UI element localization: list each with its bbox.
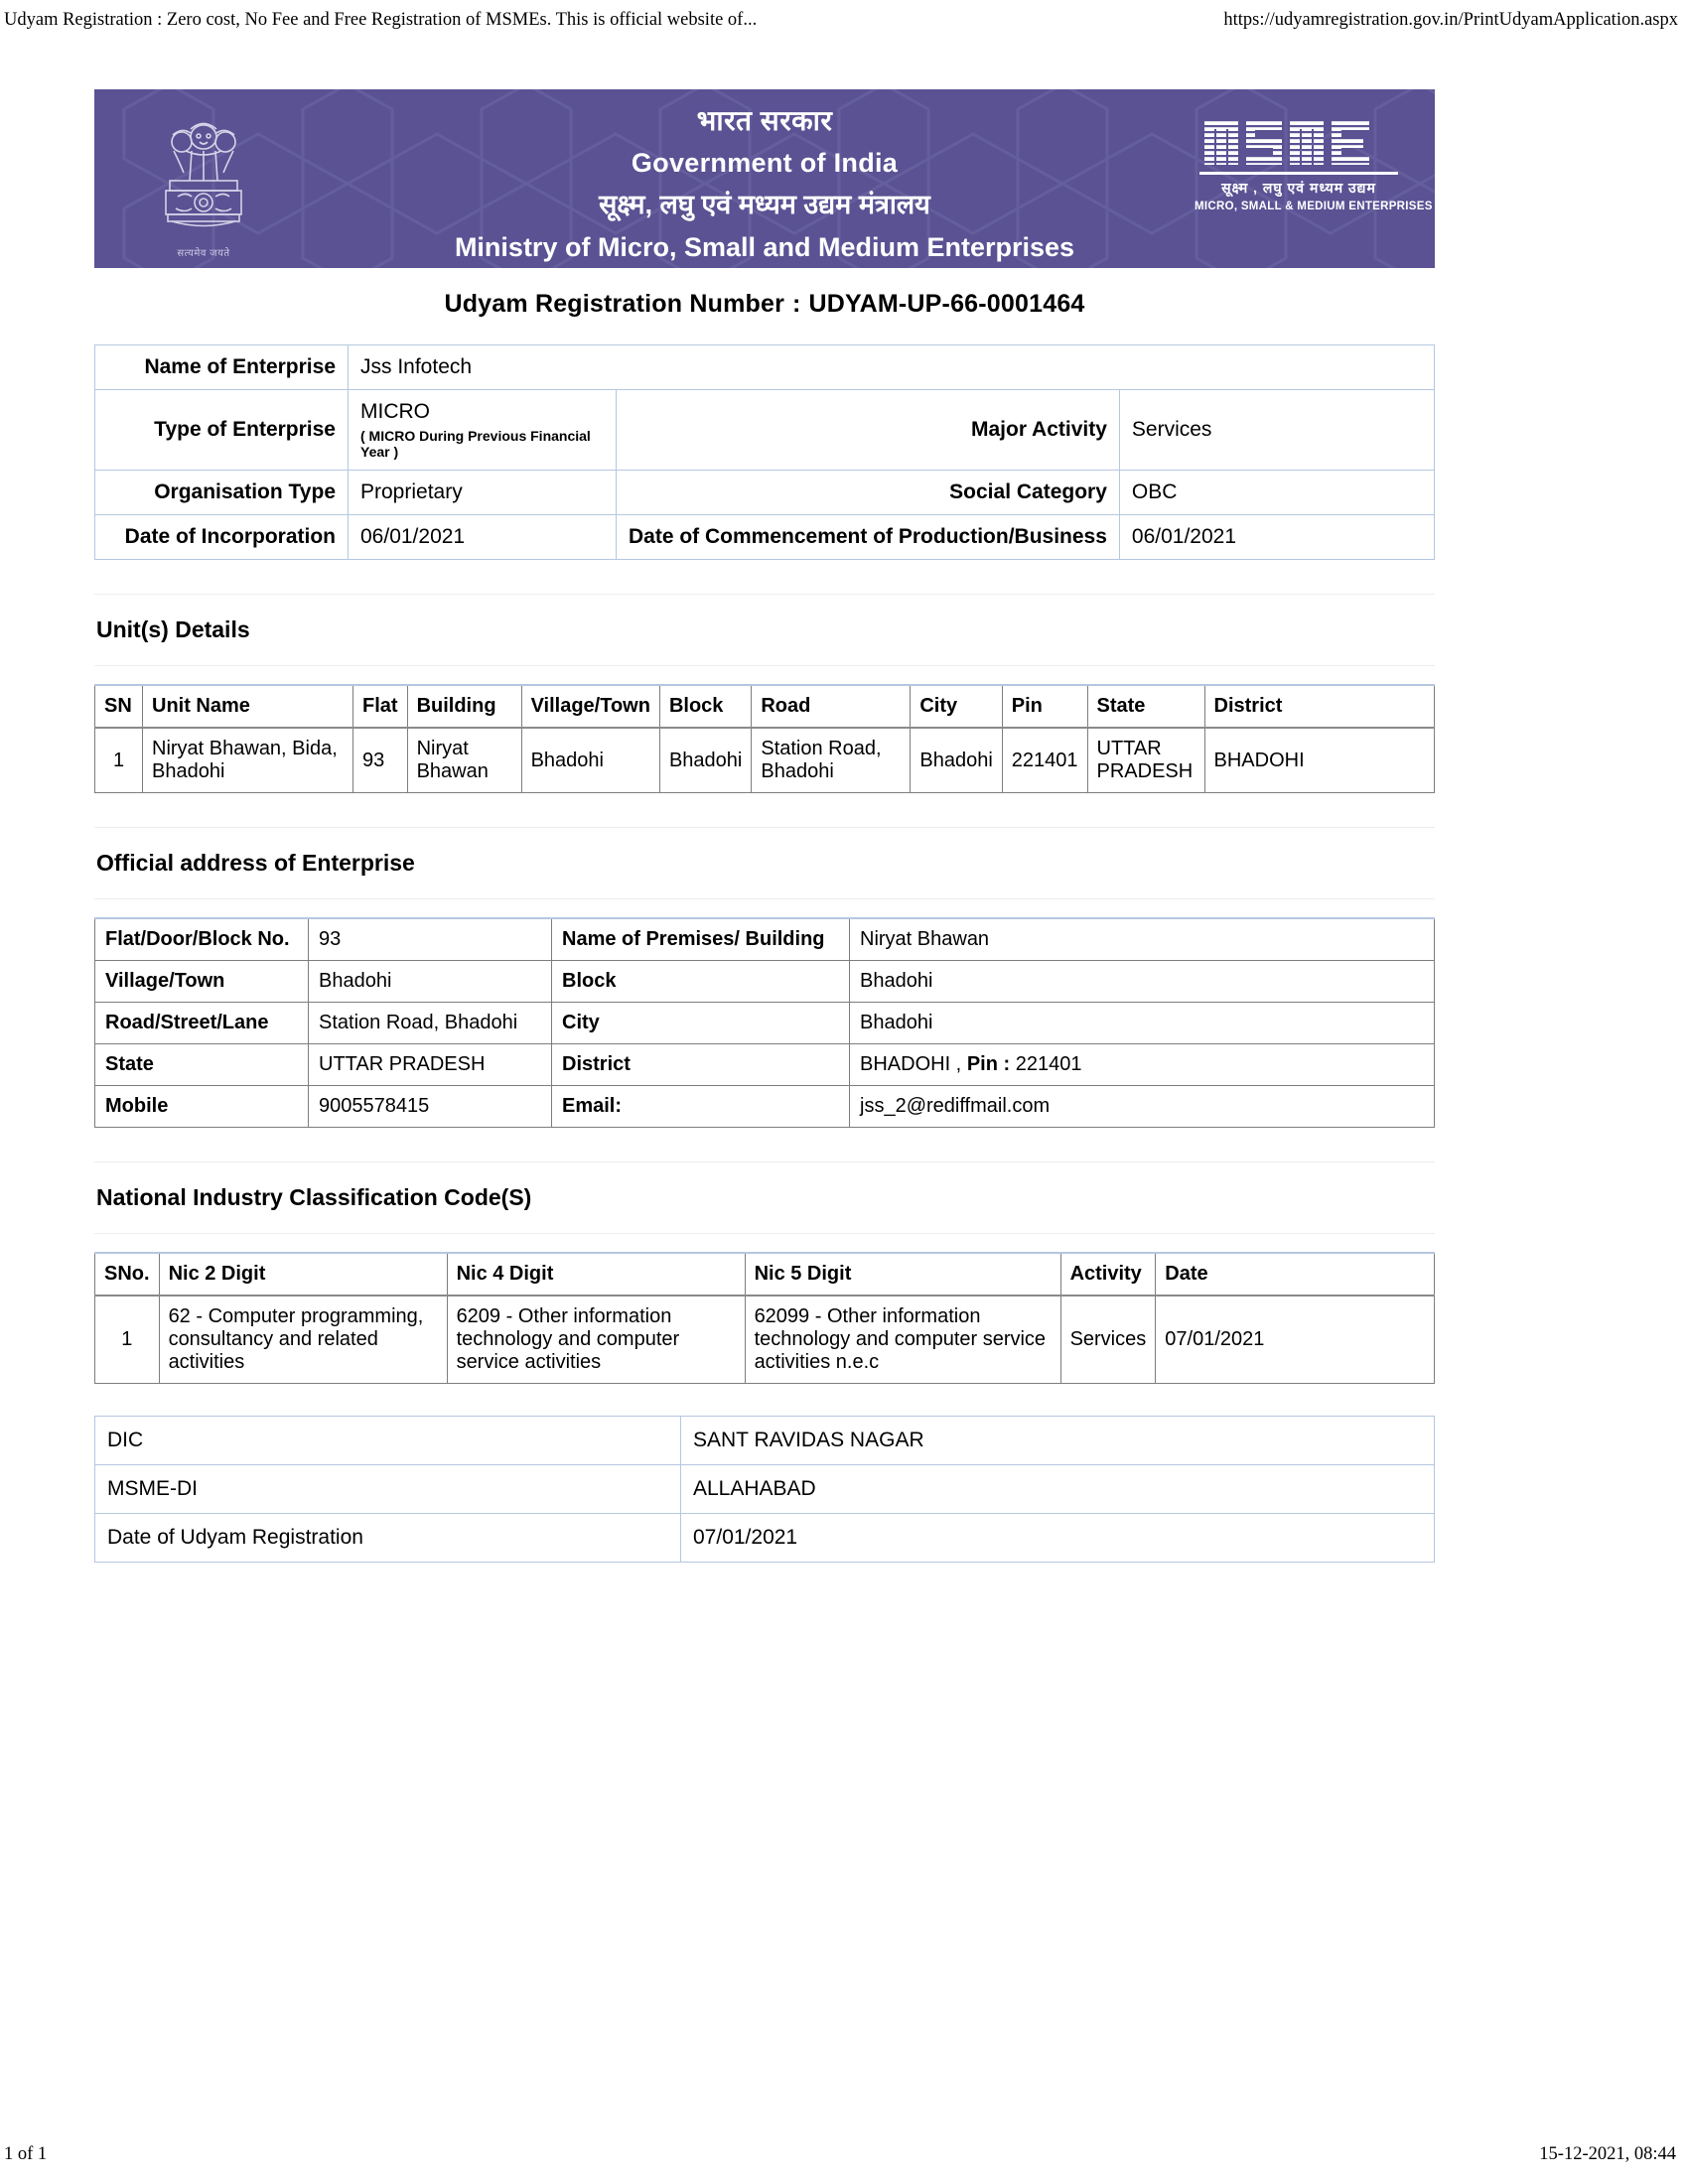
col-unit-village-town: Village/Town	[521, 685, 659, 728]
udyam-registration-number	[94, 290, 1435, 319]
col-unit-road: Road	[752, 685, 911, 728]
cell-unit-state: UTTAR PRADESH	[1087, 728, 1204, 793]
value-date-of-incorporation: 06/01/2021	[349, 515, 617, 560]
cell-nic-activity: Services	[1060, 1296, 1156, 1384]
banner-line-bharat-sarkar: भारत सरकार	[696, 105, 833, 136]
table-row-mobile-email	[95, 1086, 1435, 1128]
col-nic-2-digit: Nic 2 Digit	[159, 1253, 447, 1296]
district-pin-label: Pin :	[966, 1053, 1011, 1075]
urn-colon: :	[792, 290, 801, 318]
table-row	[95, 728, 1435, 793]
table-row-type-of-enterprise	[95, 390, 1435, 471]
cell-unit-district: BHADOHI	[1204, 728, 1434, 793]
col-unit-building: Building	[407, 685, 521, 728]
cell-unit-pin: 221401	[1002, 728, 1087, 793]
banner-line-government-of-india: Government of India	[631, 147, 899, 178]
section-rule-bottom-address	[94, 898, 1435, 899]
value-dic: SANT RAVIDAS NAGAR	[681, 1417, 1435, 1465]
msme-banner	[94, 89, 1435, 268]
label-village-town: Village/Town	[95, 961, 309, 1003]
print-footer-page: 1 of 1	[4, 2144, 48, 2164]
label-district: District	[552, 1044, 850, 1086]
value-village-town: Bhadohi	[309, 961, 552, 1003]
col-nic-4-digit: Nic 4 Digit	[447, 1253, 745, 1296]
cell-unit-flat: 93	[353, 728, 408, 793]
value-name-of-premises: Niryat Bhawan	[850, 918, 1435, 961]
col-unit-name: Unit Name	[143, 685, 353, 728]
cell-unit-village-town: Bhadohi	[521, 728, 659, 793]
col-unit-city: City	[911, 685, 1002, 728]
label-organisation-type: Organisation Type	[95, 471, 349, 515]
section-rule-bottom-nic	[94, 1233, 1435, 1234]
browser-print-header	[0, 0, 1688, 40]
cell-nic-2-digit: 62 - Computer programming, consultancy and related activities	[159, 1296, 447, 1384]
table-header-row-nic	[95, 1253, 1435, 1296]
value-road-street-lane: Station Road, Bhadohi	[309, 1003, 552, 1044]
value-date-of-commencement: 06/01/2021	[1119, 515, 1434, 560]
section-official-address	[94, 827, 1435, 899]
msme-logo-hindi-text: सूक्ष्म , लघु एवं मध्यम उद्यम	[1221, 180, 1376, 196]
label-date-of-udyam-registration: Date of Udyam Registration	[95, 1514, 681, 1563]
value-district	[850, 1044, 1435, 1086]
value-city: Bhadohi	[850, 1003, 1435, 1044]
cell-unit-block: Bhadohi	[659, 728, 751, 793]
col-nic-date: Date	[1156, 1253, 1435, 1296]
browser-print-footer	[0, 2144, 1688, 2170]
urn-label: Udyam Registration Number	[444, 290, 784, 318]
col-nic-activity: Activity	[1060, 1253, 1156, 1296]
value-flat-door-block: 93	[309, 918, 552, 961]
label-date-of-commencement: Date of Commencement of Production/Business	[617, 515, 1120, 560]
type-of-enterprise-main: MICRO	[360, 400, 430, 423]
cell-unit-sn: 1	[95, 728, 143, 793]
table-row-date-of-udyam-registration	[95, 1514, 1435, 1563]
cell-unit-building: Niryat Bhawan	[407, 728, 521, 793]
msme-wordmark-icon	[1202, 111, 1396, 167]
label-name-of-premises: Name of Premises/ Building	[552, 918, 850, 961]
table-row-date-of-incorporation	[95, 515, 1435, 560]
value-date-of-udyam-registration: 07/01/2021	[681, 1514, 1435, 1563]
col-unit-block: Block	[659, 685, 751, 728]
value-block: Bhadohi	[850, 961, 1435, 1003]
table-row-flat-premises	[95, 918, 1435, 961]
district-name-text: BHADOHI ,	[860, 1053, 962, 1075]
label-msme-di: MSME-DI	[95, 1465, 681, 1514]
section-title-official-address: Official address of Enterprise	[96, 850, 415, 876]
cell-nic-date: 07/01/2021	[1156, 1296, 1435, 1384]
table-header-row-units	[95, 685, 1435, 728]
msme-logo-divider	[1199, 172, 1398, 175]
table-row-msme-di	[95, 1465, 1435, 1514]
cell-unit-name: Niryat Bhawan, Bida, Bhadohi	[143, 728, 353, 793]
col-unit-pin: Pin	[1002, 685, 1087, 728]
dic-summary-table	[94, 1416, 1435, 1563]
value-email: jss_2@rediffmail.com	[850, 1086, 1435, 1128]
value-social-category: OBC	[1119, 471, 1434, 515]
label-email: Email:	[552, 1086, 850, 1128]
section-title-nic: National Industry Classification Code(S)	[96, 1184, 532, 1210]
msme-logo	[1195, 111, 1433, 212]
value-type-of-enterprise	[349, 390, 617, 471]
col-nic-sno: SNo.	[95, 1253, 160, 1296]
col-unit-state: State	[1087, 685, 1204, 728]
label-mobile: Mobile	[95, 1086, 309, 1128]
section-nic	[94, 1161, 1435, 1234]
label-name-of-enterprise: Name of Enterprise	[95, 345, 349, 390]
table-row-name-of-enterprise	[95, 345, 1435, 390]
label-social-category: Social Category	[617, 471, 1120, 515]
label-date-of-incorporation: Date of Incorporation	[95, 515, 349, 560]
emblem-motto-text: सत्यमेव जयते	[177, 248, 230, 259]
nic-codes-table	[94, 1252, 1435, 1384]
table-row	[95, 1296, 1435, 1384]
district-pin-value: 221401	[1015, 1053, 1082, 1075]
label-road-street-lane: Road/Street/Lane	[95, 1003, 309, 1044]
print-header-title: Udyam Registration : Zero cost, No Fee and Free Registration of MSMEs. This is official website of...	[4, 9, 758, 30]
cell-nic-4-digit: 6209 - Other information technology and computer service activities	[447, 1296, 745, 1384]
document-page	[94, 89, 1435, 1563]
value-mobile: 9005578415	[309, 1086, 552, 1128]
type-of-enterprise-note: ( MICRO During Previous Financial Year )	[360, 428, 591, 460]
cell-unit-road: Station Road, Bhadohi	[752, 728, 911, 793]
print-footer-timestamp: 15-12-2021, 08:44	[1539, 2144, 1676, 2164]
table-row-state-district	[95, 1044, 1435, 1086]
value-state: UTTAR PRADESH	[309, 1044, 552, 1086]
units-details-table	[94, 684, 1435, 793]
table-row-dic	[95, 1417, 1435, 1465]
label-flat-door-block: Flat/Door/Block No.	[95, 918, 309, 961]
section-units	[94, 594, 1435, 666]
table-row-organisation-type	[95, 471, 1435, 515]
value-major-activity: Services	[1119, 390, 1434, 471]
cell-nic-sno: 1	[95, 1296, 160, 1384]
value-msme-di: ALLAHABAD	[681, 1465, 1435, 1514]
banner-line-ministry-english: Ministry of Micro, Small and Medium Enterprises	[454, 231, 1075, 262]
banner-line-ministry-hindi: सूक्ष्म, लघु एवं मध्यम उद्यम मंत्रालय	[599, 189, 930, 219]
label-city: City	[552, 1003, 850, 1044]
label-dic: DIC	[95, 1417, 681, 1465]
cell-nic-5-digit: 62099 - Other information technology and computer service activities n.e.c	[745, 1296, 1060, 1384]
print-header-url: https://udyamregistration.gov.in/PrintUdyamApplication.aspx	[1223, 9, 1678, 30]
label-state: State	[95, 1044, 309, 1086]
official-address-table	[94, 917, 1435, 1128]
label-block: Block	[552, 961, 850, 1003]
col-unit-flat: Flat	[353, 685, 408, 728]
table-row-village-block	[95, 961, 1435, 1003]
urn-value: UDYAM-UP-66-0001464	[808, 290, 1085, 318]
table-row-road-city	[95, 1003, 1435, 1044]
section-title-units: Unit(s) Details	[96, 616, 250, 642]
col-unit-sn: SN	[95, 685, 143, 728]
label-type-of-enterprise: Type of Enterprise	[95, 390, 349, 471]
value-organisation-type: Proprietary	[349, 471, 617, 515]
label-major-activity: Major Activity	[617, 390, 1120, 471]
enterprise-details-table	[94, 344, 1435, 560]
msme-logo-english-text: MICRO, SMALL & MEDIUM ENTERPRISES	[1195, 201, 1433, 212]
value-name-of-enterprise: Jss Infotech	[349, 345, 1435, 390]
col-nic-5-digit: Nic 5 Digit	[745, 1253, 1060, 1296]
cell-unit-city: Bhadohi	[911, 728, 1002, 793]
col-unit-district: District	[1204, 685, 1434, 728]
section-rule-bottom-units	[94, 665, 1435, 666]
